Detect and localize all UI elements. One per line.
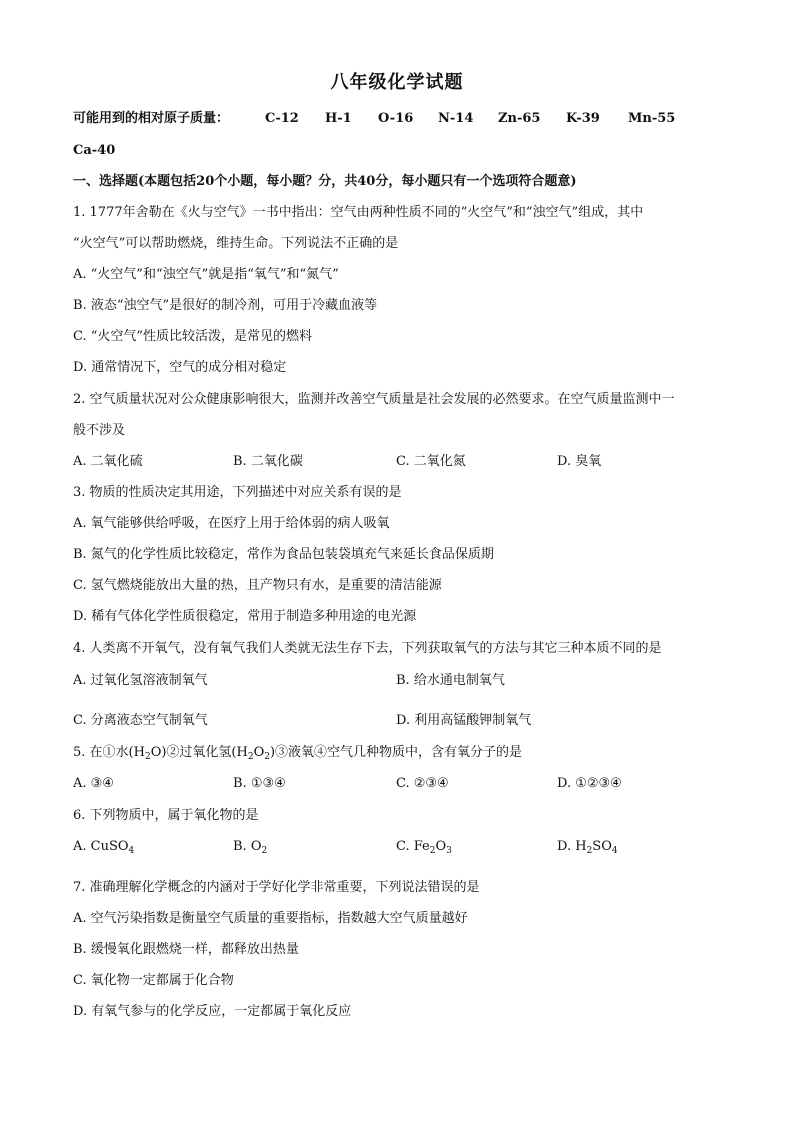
q5-subscript: 2 xyxy=(247,752,254,762)
question-2-option-c: C. 二氧化氮 xyxy=(396,454,466,469)
question-3-option-c: C. 氢气燃烧能放出大量的热，且产物只有水，是重要的清洁能源 xyxy=(73,578,442,593)
formula-part: A. CuSO xyxy=(73,839,129,854)
question-1-stem: 1. 1777年舍勒在《火与空气》一书中指出：空气由两种性质不同的“火空气”和“浊空气”组成，其中 xyxy=(73,205,644,220)
mass-item: N-14 xyxy=(438,111,474,126)
question-4-option-b: B. 给水通电制氧气 xyxy=(396,673,505,688)
question-2-stem-cont: 般不涉及 xyxy=(73,423,126,438)
q5-stem-part: 5. 在①水(H xyxy=(73,745,145,760)
q5-stem-part: O)②过氧化氢(H xyxy=(150,745,248,760)
mass-item: H-1 xyxy=(325,111,352,126)
question-4-option-d: D. 利用高锰酸钾制氧气 xyxy=(396,713,532,728)
mass-item: Mn-55 xyxy=(628,111,676,126)
question-3-option-a: A. 氧气能够供给呼吸，在医疗上用于给体弱的病人吸氧 xyxy=(73,516,390,531)
page-title: 八年级化学试题 xyxy=(330,72,464,93)
question-1-option-a: A. “火空气”和“浊空气”就是指“氧气”和“氮气” xyxy=(73,267,339,282)
question-7-option-d: D. 有氧气参与的化学反应，一定都属于氧化反应 xyxy=(73,1004,352,1019)
mass-item-wrap: Ca-40 xyxy=(73,143,116,158)
section-heading: 一、选择题(本题包括20个小题，每小题？分，共40分，每小题只有一个选项符合题意) xyxy=(73,174,577,189)
q5-subscript: 2 xyxy=(144,752,151,762)
formula-part: B. O xyxy=(233,839,262,854)
question-6-stem: 6. 下列物质中，属于氧化物的是 xyxy=(73,808,259,823)
question-4-option-a: A. 过氧化氢溶液制氧气 xyxy=(73,673,208,688)
q5-stem-part: )③液氧④空气几种物质中，含有氧分子的是 xyxy=(269,745,523,760)
formula-part: C. Fe xyxy=(396,839,430,854)
question-5-stem xyxy=(73,744,522,762)
question-7-stem: 7. 准确理解化学概念的内涵对于学好化学非常重要，下列说法错误的是 xyxy=(73,880,480,895)
question-6-option-c xyxy=(396,838,452,856)
formula-subscript: 2 xyxy=(586,846,593,856)
formula-part: O xyxy=(435,839,447,854)
question-6-option-b xyxy=(233,838,267,856)
question-1-stem-cont: “火空气”可以帮助燃烧，维持生命。下列说法不正确的是 xyxy=(73,236,399,251)
q5-stem-part: O xyxy=(253,745,265,760)
question-6-option-d xyxy=(557,838,618,856)
question-6-option-a xyxy=(73,838,134,856)
question-3-stem: 3. 物质的性质决定其用途，下列描述中对应关系有误的是 xyxy=(73,485,402,500)
question-5-option-d: D. ①②③④ xyxy=(557,776,622,791)
question-7-option-a: A. 空气污染指数是衡量空气质量的重要指标，指数越大空气质量越好 xyxy=(73,911,468,926)
question-7-option-b: B. 缓慢氧化跟燃烧一样，都释放出热量 xyxy=(73,942,299,957)
question-7-option-c: C. 氧化物一定都属于化合物 xyxy=(73,973,234,988)
question-5-option-b: B. ①③④ xyxy=(233,776,286,791)
question-3-option-d: D. 稀有气体化学性质很稳定，常用于制造多种用途的电光源 xyxy=(73,609,417,624)
mass-item: O-16 xyxy=(378,111,414,126)
atomic-mass-row xyxy=(73,110,723,128)
question-1-option-d: D. 通常情况下，空气的成分相对稳定 xyxy=(73,360,287,375)
formula-subscript: 2 xyxy=(429,846,436,856)
mass-item: Zn-65 xyxy=(498,111,541,126)
question-2-option-b: B. 二氧化碳 xyxy=(233,454,303,469)
formula-subscript: 2 xyxy=(261,846,268,856)
question-2-option-d: D. 臭氧 xyxy=(557,454,602,469)
question-2-option-a: A. 二氧化硫 xyxy=(73,454,143,469)
q5-subscript: 2 xyxy=(264,752,270,762)
formula-part: D. H xyxy=(557,839,587,854)
question-5-option-a: A. ③④ xyxy=(73,776,114,791)
question-4-option-c: C. 分离液态空气制氧气 xyxy=(73,713,208,728)
mass-item: C-12 xyxy=(265,111,299,126)
question-4-stem: 4. 人类离不开氧气，没有氧气我们人类就无法生存下去，下列获取氧气的方法与其它三种本质不同的是 xyxy=(73,641,662,656)
question-1-option-c: C. “火空气”性质比较活泼，是常见的燃料 xyxy=(73,329,313,344)
formula-subscript: 3 xyxy=(446,846,452,856)
question-3-option-b: B. 氮气的化学性质比较稳定，常作为食品包装袋填充气来延长食品保质期 xyxy=(73,547,494,562)
atomic-mass-label: 可能用到的相对原子质量： xyxy=(73,111,230,126)
formula-subscript: 4 xyxy=(128,846,135,856)
question-1-option-b: B. 液态“浊空气”是很好的制冷剂，可用于冷藏血液等 xyxy=(73,298,378,313)
formula-part: SO xyxy=(592,839,612,854)
question-5-option-c: C. ②③④ xyxy=(396,776,449,791)
mass-item: K-39 xyxy=(566,111,600,126)
formula-subscript: 4 xyxy=(611,846,618,856)
question-2-stem: 2. 空气质量状况对公众健康影响很大，监测并改善空气质量是社会发展的必然要求。在空气质量监测中一 xyxy=(73,392,675,407)
